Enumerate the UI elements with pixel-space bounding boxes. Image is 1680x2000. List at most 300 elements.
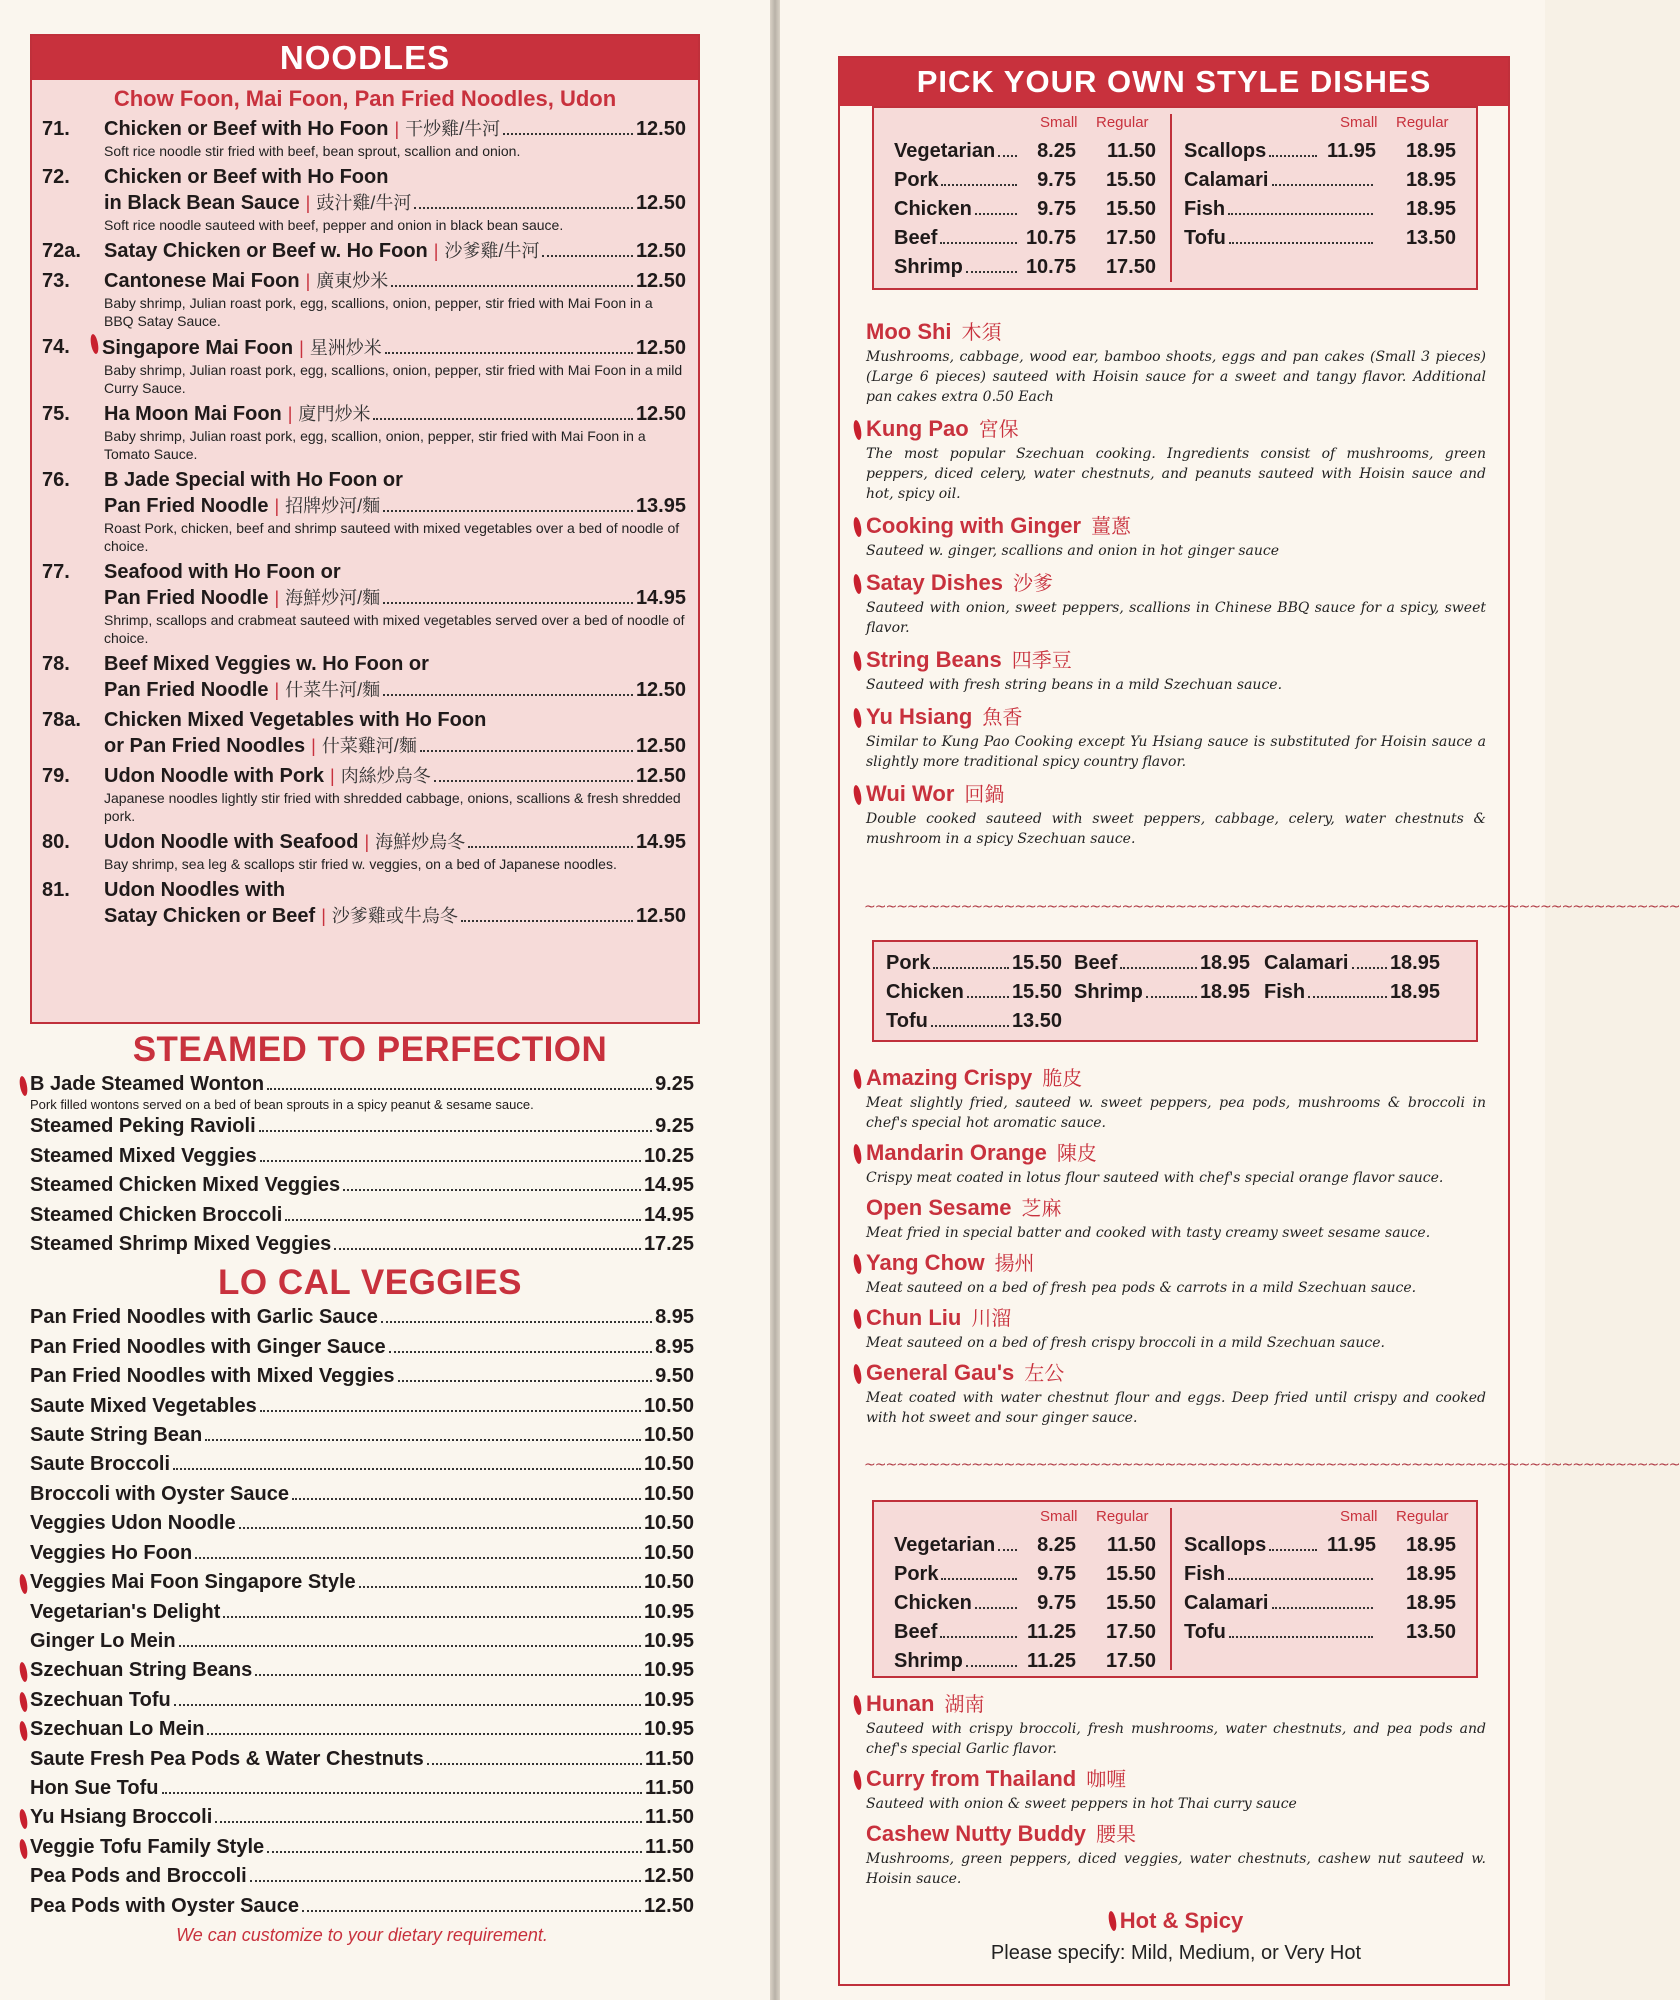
item-name: Ha Moon Mai Foon — [104, 403, 282, 425]
price-row — [894, 256, 1156, 285]
dot-leader — [1229, 1636, 1373, 1638]
item-name: Udon Noodle with Pork — [104, 765, 324, 787]
regular-price: 11.50 — [1107, 140, 1156, 162]
small-price: 11.25 — [1027, 1621, 1076, 1643]
price-row — [1184, 1621, 1456, 1650]
item-name: Steamed Shrimp Mixed Veggies — [30, 1233, 332, 1256]
dot-leader — [174, 1704, 641, 1706]
regular-price: 13.50 — [1405, 227, 1456, 249]
protein-name: Fish — [1184, 198, 1226, 220]
protein-name: Scallops — [1184, 1534, 1267, 1556]
style-dish-name — [866, 1765, 1486, 1794]
chili-pepper-icon — [852, 707, 864, 728]
item-number: 77. — [42, 561, 70, 583]
dot-leader — [195, 1557, 641, 1559]
item-number: 75. — [42, 403, 70, 425]
price-row — [886, 952, 1062, 981]
item-number: 72. — [42, 166, 70, 188]
protein-price: 13.50 — [1011, 1010, 1062, 1032]
menu-item — [30, 1892, 694, 1921]
item-price: 14.95 — [643, 1174, 694, 1197]
squiggle-divider-1: ~~~~~~~~~~~~~~~~~~~~~~~~~~~~~~~~~~~~~~~~~~~~~~~~~~~~~~~~~~~~~~~~~~~~~~~~~~~~ — [864, 899, 1680, 915]
small-price: 9.75 — [1037, 198, 1076, 220]
page-fold — [770, 0, 780, 2000]
item-name: Pan Fried Noodles with Mixed Veggies — [30, 1365, 395, 1388]
menu-item — [30, 1568, 694, 1597]
item-name: Satay Chicken or Beef w. Ho Foon — [104, 240, 428, 262]
price-row — [1184, 169, 1456, 198]
item-chinese-name: | 肉絲炒烏冬 — [324, 763, 431, 789]
item-price: 12.50 — [635, 905, 686, 927]
legend-specify: Please specify: Mild, Medium, or Very Hot — [990, 1942, 1362, 1964]
item-name-line — [104, 238, 686, 264]
dot-leader — [940, 1636, 1017, 1638]
item-price: 12.50 — [643, 1865, 694, 1888]
protein-name: Tofu — [1184, 1621, 1226, 1643]
style-dish-description: Sauteed with onion & sweet peppers in hot Thai curry sauce — [866, 1796, 1297, 1812]
dot-leader — [931, 1025, 1009, 1027]
style-dish — [866, 780, 1486, 849]
item-body — [104, 164, 686, 238]
item-name-line — [104, 401, 686, 427]
dot-leader — [1229, 242, 1373, 244]
item-price: 17.25 — [643, 1233, 694, 1256]
style-dish-title: Moo Shi — [866, 319, 952, 344]
price-row — [1074, 952, 1250, 981]
regular-price: 13.50 — [1405, 1621, 1456, 1643]
chili-pepper-icon — [852, 1308, 864, 1329]
protein-name: Pork — [894, 169, 939, 191]
item-description: Baby shrimp, Julian roast pork, egg, scallions, onion, pepper, stir fried with Mai Foon in a BBQ Satay Sauce. — [104, 295, 653, 329]
protein-name: Fish — [1184, 1563, 1226, 1585]
item-description: Soft rice noodle sauteed with beef, pepper and onion in black bean sauce. — [104, 217, 564, 233]
item-price: 10.95 — [643, 1600, 694, 1623]
chili-pepper-icon — [852, 784, 864, 805]
item-name-line — [104, 559, 686, 585]
item-chinese-name: | 廈門炒米 — [282, 401, 371, 427]
item-price: 10.25 — [643, 1144, 694, 1167]
item-chinese-name: | 沙爹雞或牛烏冬 — [315, 903, 458, 929]
dot-leader — [267, 1088, 652, 1090]
menu-item — [30, 1686, 694, 1715]
item-price: 14.95 — [635, 831, 686, 853]
item-name: Szechuan Lo Mein — [30, 1718, 205, 1741]
protein-name: Chicken — [894, 198, 972, 220]
protein-name: Chicken — [894, 1592, 972, 1614]
dot-leader — [267, 1851, 642, 1853]
menu-item — [30, 1142, 694, 1171]
style-dish-name — [866, 569, 1486, 598]
item-description: Bay shrimp, sea leg & scallops stir fried w. veggies, on a bed of Japanese noodles. — [104, 856, 617, 872]
chili-pepper-icon — [18, 1809, 30, 1830]
chili-pepper-icon — [18, 1662, 30, 1683]
regular-price: 18.95 — [1405, 1592, 1456, 1614]
style-dish-chinese: 咖喱 — [1086, 1769, 1127, 1791]
item-price: 12.50 — [635, 240, 686, 262]
protein-name: Beef — [1074, 952, 1118, 974]
protein-price: 18.95 — [1199, 952, 1250, 974]
item-name: Ginger Lo Mein — [30, 1629, 176, 1652]
item-name-line — [104, 707, 686, 733]
small-header: Small — [1040, 114, 1078, 131]
noodle-item — [32, 877, 698, 933]
style-group-1 — [866, 318, 1486, 857]
item-body — [104, 238, 686, 268]
style-dish-chinese: 揚州 — [994, 1253, 1035, 1275]
small-price: 10.75 — [1025, 256, 1076, 278]
item-price: 11.50 — [645, 1747, 694, 1770]
menu-item — [30, 1070, 694, 1099]
chili-pepper-icon — [18, 1574, 30, 1595]
menu-item — [30, 1539, 694, 1568]
small-header: Small — [1040, 1508, 1078, 1525]
dot-leader — [302, 1910, 641, 1912]
small-price: 9.75 — [1037, 1592, 1076, 1614]
item-body — [104, 334, 686, 401]
noodles-list — [32, 116, 698, 933]
dot-leader — [343, 1189, 641, 1191]
dot-leader — [427, 1763, 642, 1765]
item-body — [104, 559, 686, 651]
dot-leader — [434, 780, 633, 782]
item-name-line — [104, 763, 686, 789]
dot-leader — [975, 1607, 1017, 1609]
protein-name: Chicken — [886, 981, 964, 1003]
style-dish-description: Sauteed w. ginger, scallions and onion in hot ginger sauce — [866, 543, 1280, 559]
item-name: Szechuan Tofu — [30, 1688, 171, 1711]
noodle-item — [32, 829, 698, 877]
style-dish-description: Mushrooms, cabbage, wood ear, bamboo shoots, eggs and pan cakes (Small 3 pieces) (Large 6 pieces) sauteed with Hoisin sauce for a sweet and tangy flavor. Additional pan cakes extra 0.50 Each — [866, 349, 1486, 405]
style-dish-chinese: 宮保 — [978, 419, 1019, 441]
table-divider — [1170, 1508, 1172, 1670]
item-price: 10.95 — [643, 1659, 694, 1682]
item-spacer — [104, 929, 686, 933]
style-dish — [866, 1064, 1486, 1133]
protein-name: Vegetarian — [894, 140, 996, 162]
dot-leader — [461, 920, 633, 922]
item-body — [104, 707, 686, 763]
item-name: Satay Chicken or Beef — [104, 905, 316, 927]
style-dish-name — [866, 1690, 1486, 1719]
item-name-line — [104, 268, 686, 294]
item-name: Steamed Chicken Mixed Veggies — [30, 1174, 341, 1197]
noodle-item — [32, 116, 698, 164]
menu-item — [30, 1509, 694, 1538]
style-dish-name — [866, 646, 1486, 675]
style-dish-title: Yu Hsiang — [866, 704, 973, 729]
item-name: Saute Fresh Pea Pods & Water Chestnuts — [30, 1747, 424, 1770]
small-price: 11.95 — [1327, 140, 1376, 162]
protein-name: Shrimp — [894, 1650, 963, 1672]
chili-pepper-icon — [18, 1691, 30, 1712]
item-chinese-name: | 沙爹雞/牛河 — [428, 238, 540, 264]
item-name: or Pan Fried Noodles — [104, 735, 306, 757]
pick-style-title: PICK YOUR OWN STYLE DISHES — [840, 58, 1508, 106]
item-name-line — [104, 164, 686, 190]
price-row — [1184, 1534, 1456, 1563]
menu-item — [30, 1421, 694, 1450]
dot-leader — [398, 1380, 653, 1382]
item-chinese-name: | 招牌炒河/麵 — [268, 493, 380, 519]
menu-page-right — [780, 0, 1680, 2000]
style-dish — [866, 1690, 1486, 1759]
item-name-line — [104, 585, 686, 611]
item-price: 14.95 — [643, 1203, 694, 1226]
steamed-title: STEAMED TO PERFECTION — [132, 1030, 608, 1069]
style-dish-title: Satay Dishes — [866, 570, 1003, 595]
item-name: in Black Bean Sauce — [104, 192, 300, 214]
style-dish-description: Meat sauteed on a bed of fresh crispy broccoli in a mild Szechuan sauce. — [866, 1335, 1385, 1351]
small-price: 9.75 — [1037, 1563, 1076, 1585]
item-name: Pea Pods with Oyster Sauce — [30, 1894, 299, 1917]
menu-item — [30, 1450, 694, 1479]
chili-pepper-icon — [852, 1143, 864, 1164]
protein-name: Scallops — [1184, 140, 1267, 162]
style-group-3 — [866, 1690, 1486, 1895]
dot-leader — [255, 1674, 641, 1676]
style-dish-description: Meat sauteed on a bed of fresh pea pods & carrots in a mild Szechuan sauce. — [866, 1280, 1417, 1296]
dot-leader — [998, 155, 1017, 157]
small-price: 9.75 — [1037, 169, 1076, 191]
legend — [840, 1908, 1512, 1965]
style-dish-name — [866, 1359, 1486, 1388]
price-row — [1264, 981, 1440, 1010]
item-name-line — [104, 651, 686, 677]
chili-pepper-icon — [852, 1769, 864, 1790]
item-price: 10.50 — [643, 1394, 694, 1417]
protein-price: 18.95 — [1389, 952, 1440, 974]
dot-leader — [207, 1733, 640, 1735]
style-dish-name — [866, 1249, 1486, 1278]
protein-name: Beef — [894, 227, 938, 249]
chili-pepper-icon — [852, 516, 864, 537]
regular-price: 15.50 — [1105, 198, 1156, 220]
item-price: 8.95 — [655, 1306, 694, 1329]
dot-leader — [420, 750, 633, 752]
style-dish-chinese: 腰果 — [1096, 1824, 1137, 1846]
price-row — [894, 169, 1156, 198]
item-name: Broccoli with Oyster Sauce — [30, 1482, 289, 1505]
regular-header: Regular — [1396, 1508, 1449, 1525]
item-price: 12.50 — [635, 270, 686, 292]
dot-leader — [334, 1248, 641, 1250]
price-row — [894, 1534, 1156, 1563]
item-price: 9.25 — [655, 1073, 694, 1095]
dot-leader — [239, 1527, 641, 1529]
item-name: Pan Fried Noodle — [104, 587, 269, 609]
item-body — [104, 829, 686, 877]
item-name: Chicken Mixed Vegetables with Ho Foon — [104, 709, 487, 731]
noodle-item — [32, 268, 698, 334]
menu-item — [30, 1745, 694, 1774]
item-name: Beef Mixed Veggies w. Ho Foon or — [104, 653, 429, 675]
style-dish-description: Sauteed with fresh string beans in a mild Szechuan sauce. — [866, 677, 1283, 693]
style-dish-description: Sauteed with onion, sweet peppers, scallions in Chinese BBQ sauce for a spicy, sweet flavor. — [866, 600, 1486, 636]
item-price: 12.50 — [635, 765, 686, 787]
protein-name: Fish — [1264, 981, 1306, 1003]
dot-leader — [373, 418, 632, 420]
style-dish-chinese: 左公 — [1024, 1363, 1065, 1385]
item-name: Veggies Udon Noodle — [30, 1512, 236, 1535]
dot-leader — [391, 285, 633, 287]
style-dish-chinese: 魚香 — [982, 707, 1023, 729]
style-dish-title: Open Sesame — [866, 1195, 1012, 1220]
price-row — [894, 1621, 1156, 1650]
item-price: 14.95 — [635, 587, 686, 609]
item-price: 12.50 — [643, 1894, 694, 1917]
regular-price: 15.50 — [1105, 1592, 1156, 1614]
regular-price: 18.95 — [1405, 140, 1456, 162]
item-price: 10.50 — [643, 1424, 694, 1447]
style-dish-title: Chun Liu — [866, 1305, 962, 1330]
item-number: 81. — [42, 879, 70, 901]
item-price: 12.50 — [635, 118, 686, 140]
item-name: B Jade Steamed Wonton — [30, 1073, 265, 1095]
menu-page-left — [0, 0, 770, 2000]
style-dish-name — [866, 512, 1486, 541]
small-price: 8.25 — [1037, 140, 1076, 162]
table-divider — [1170, 114, 1172, 282]
menu-item — [30, 1362, 694, 1391]
dot-leader — [389, 1351, 652, 1353]
regular-price: 17.50 — [1105, 1650, 1156, 1672]
style-dish — [866, 569, 1486, 638]
style-dish-chinese: 脆皮 — [1042, 1068, 1083, 1090]
price-row — [894, 140, 1156, 169]
item-name: Pan Fried Noodle — [104, 495, 269, 517]
style-dish — [866, 512, 1486, 561]
menu-item — [30, 1774, 694, 1803]
dot-leader — [414, 207, 633, 209]
menu-item — [30, 1171, 694, 1200]
item-name: Veggies Ho Foon — [30, 1541, 193, 1564]
price-row — [894, 1650, 1156, 1679]
style-dish-title: Cooking with Ginger — [866, 513, 1082, 538]
item-description: Roast Pork, chicken, beef and shrimp sauteed with mixed vegetables over a bed of noodle of choice. — [104, 520, 680, 554]
dot-leader — [503, 133, 633, 135]
item-name: Chicken or Beef with Ho Foon — [104, 166, 389, 188]
style-dish — [866, 1359, 1486, 1428]
menu-item — [30, 1392, 694, 1421]
dot-leader — [1272, 1607, 1374, 1609]
menu-item — [30, 1201, 694, 1230]
regular-price: 11.50 — [1107, 1534, 1156, 1556]
dot-leader — [966, 1665, 1017, 1667]
item-price: 11.50 — [645, 1776, 694, 1799]
small-price: 8.25 — [1037, 1534, 1076, 1556]
item-description: Japanese noodles lightly stir fried with shredded cabbage, onions, scallions & fresh shredded pork. — [104, 790, 681, 824]
dot-leader — [1146, 996, 1197, 998]
dot-leader — [1269, 1549, 1317, 1551]
dietary-footnote: We can customize to your dietary requirement. — [176, 1924, 548, 1945]
price-row — [894, 198, 1156, 227]
protein-name: Calamari — [1184, 1592, 1269, 1614]
item-price: 10.50 — [643, 1482, 694, 1505]
protein-price: 15.50 — [1011, 981, 1062, 1003]
dot-leader — [542, 255, 632, 257]
noodle-item — [32, 467, 698, 559]
item-body — [104, 116, 686, 164]
item-price: 12.50 — [635, 403, 686, 425]
noodle-item — [32, 707, 698, 763]
regular-price: 17.50 — [1105, 227, 1156, 249]
noodles-subtitle: Chow Foon, Mai Foon, Pan Fried Noodles, Udon — [113, 86, 617, 111]
style-dish — [866, 703, 1486, 772]
price-row — [1184, 227, 1456, 256]
protein-name: Shrimp — [1074, 981, 1143, 1003]
style-dish-name — [866, 1820, 1486, 1849]
dot-leader — [998, 1549, 1017, 1551]
style-dish-chinese: 芝麻 — [1021, 1198, 1062, 1220]
item-price: 10.50 — [643, 1541, 694, 1564]
style-dish-name — [866, 318, 1486, 347]
regular-header: Regular — [1396, 114, 1449, 131]
item-name: Pan Fried Noodles with Ginger Sauce — [30, 1335, 386, 1358]
price-row — [894, 227, 1156, 256]
noodle-item — [32, 164, 698, 238]
style-dish-chinese: 湖南 — [944, 1694, 985, 1716]
item-name: Pan Fried Noodles with Garlic Sauce — [30, 1306, 378, 1329]
menu-item — [30, 1862, 694, 1891]
chili-pepper-icon — [852, 1694, 864, 1715]
chili-pepper-icon — [18, 1721, 30, 1742]
item-name: Szechuan String Beans — [30, 1659, 253, 1682]
item-name-line — [104, 493, 686, 519]
item-name-line — [104, 903, 686, 929]
dot-leader — [173, 1468, 641, 1470]
style-dish-chinese: 四季豆 — [1011, 650, 1072, 672]
item-name: B Jade Special with Ho Foon or — [104, 469, 403, 491]
price-row — [1264, 952, 1440, 981]
dot-leader — [260, 1160, 641, 1162]
style-dish-name — [866, 703, 1486, 732]
style-dish-title: General Gau's — [866, 1360, 1015, 1385]
protein-name: Calamari — [1184, 169, 1269, 191]
style-dish-name — [866, 1064, 1486, 1093]
item-price: 11.50 — [645, 1806, 694, 1829]
protein-name: Pork — [886, 952, 931, 974]
style-dish — [866, 318, 1486, 407]
price-row — [1184, 140, 1456, 169]
item-number: 78. — [42, 653, 70, 675]
dot-leader — [1228, 213, 1373, 215]
item-number: 73. — [42, 270, 70, 292]
style-dish-title: Hunan — [866, 1691, 935, 1716]
style-dish-chinese: 陳皮 — [1056, 1143, 1097, 1165]
menu-item — [30, 1230, 694, 1259]
style-dish-chinese: 木須 — [961, 322, 1002, 344]
regular-header: Regular — [1096, 1508, 1149, 1525]
regular-price: 18.95 — [1405, 169, 1456, 191]
dot-leader — [383, 510, 633, 512]
chili-pepper-icon — [852, 573, 864, 594]
price-row — [1184, 1563, 1456, 1592]
noodle-item — [32, 401, 698, 467]
price-table-3 — [872, 1500, 1478, 1678]
item-name: Saute String Bean — [30, 1424, 203, 1447]
item-name: Saute Broccoli — [30, 1453, 171, 1476]
item-price: 8.95 — [655, 1335, 694, 1358]
item-body — [104, 268, 686, 334]
locals-title: LO CAL VEGGIES — [218, 1263, 522, 1303]
style-dish — [866, 1304, 1486, 1353]
item-price: 9.25 — [655, 1115, 694, 1138]
item-description: Pork filled wontons served on a bed of bean sprouts in a spicy peanut & sesame sauce. — [30, 1097, 534, 1113]
style-dish — [866, 1820, 1486, 1889]
price-row — [886, 1010, 1062, 1039]
item-name: Singapore Mai Foon — [102, 337, 294, 359]
style-dish-name — [866, 1139, 1486, 1168]
